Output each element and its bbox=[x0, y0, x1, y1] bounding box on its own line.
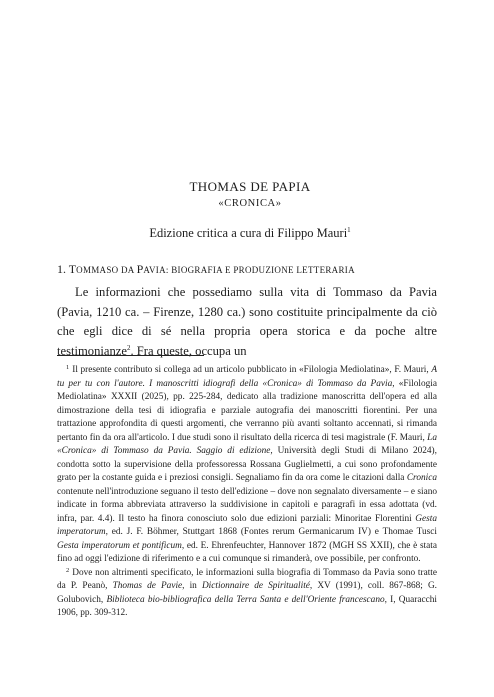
body-paragraph bbox=[57, 283, 437, 361]
footnote-number: 1 bbox=[66, 364, 70, 371]
footnote-2 bbox=[57, 567, 437, 621]
footnote-italic-text: A tu per tu con l'autore. I manoscritti idiografi della «Cronica» di Tommaso da Pavia bbox=[57, 365, 437, 389]
footnote-italic-text: Gesta imperatorum et pontificum bbox=[57, 540, 182, 551]
section-number: 1. bbox=[57, 262, 66, 276]
footnote-ref-2[interactable]: 2 bbox=[126, 343, 131, 352]
footnote-text: , Università degli Studi di Milano 2024), condotta sotto la supervisione della professoressa Rossana Guglielmetti, a cui sono profondamente grato per la costante guida e i preziosi consigli. Segnaliamo fin da ora come le citazioni dalla bbox=[57, 446, 437, 483]
footnote-text: , ed. J. F. Böhmer, Stuttgart 1868 (Fontes rerum Germanicarum IV) e Thomae Tusci bbox=[105, 527, 437, 537]
footnote-italic-text: Gesta imperatorum bbox=[57, 513, 437, 537]
footnote-ref-1[interactable]: 1 bbox=[347, 226, 351, 234]
footnote-text: contenute nell'introduzione seguano il testo dell'edizione – dove non segnalato diversamente – e siano indicate in forma abbreviata attraverso la suddivisione in capitoli e paragrafi in essa adottata (vd. infra, par. 4.4). Il testo ha finora conosciuto solo due edizioni parziali: Minoritae Florentini bbox=[57, 486, 437, 524]
edition-line bbox=[6, 225, 494, 241]
footnote-text: , in bbox=[182, 581, 202, 591]
footnote-italic-text: Biblioteca bio-bibliografica della Terra Santa e dell'Oriente francescano bbox=[106, 594, 385, 605]
footnote-text: Dove non altrimenti specificato, le informazioni sulla biografia di Tommaso da Pavia sono tratte da P. Peanò, bbox=[57, 567, 437, 591]
title-block bbox=[0, 178, 494, 241]
footnote-text: , «Filologia Mediolatina» XXXII (2025), pp. 225-284, dedicato alla tradizione manoscritta dell'opera ed alla dimostrazione della tesi di idiografia e parziale autografia dei manoscritti fiorentini. Per una trattazione approfondita di questi argomenti, che verranno più avanti soltanto accennati, si rimanda pertanto fin da ora all'articolo. I due studi sono il risultato della ricerca di tesi magistrale (F. Mauri, bbox=[57, 378, 437, 443]
footnote-text: Il presente contributo si collega ad un articolo pubblicato in «Filologia Mediolatina», F. Mauri, bbox=[72, 365, 432, 375]
section-text-1: OMMASO DA bbox=[76, 265, 137, 275]
section-initial-2: P bbox=[136, 262, 144, 276]
footnotes bbox=[57, 364, 437, 621]
section-text-2: AVIA: BIOGRAFIA E PRODUZIONE LETTERARIA bbox=[143, 265, 355, 275]
footnote-italic-text: Cronica bbox=[406, 473, 437, 483]
body-text-end: . Fra queste, occupa un bbox=[130, 343, 247, 358]
footnote-italic-text: La «Cronica» di Tommaso da Pavia. Saggio di edizione bbox=[57, 432, 437, 456]
footnote-separator bbox=[57, 355, 204, 356]
footnote-text: , XV (1991), coll. 867-868; G. Golubovich, bbox=[57, 581, 437, 605]
work-title: «CRONICA» bbox=[218, 198, 282, 209]
section-initial-1: T bbox=[68, 262, 77, 276]
footnote-text: , ed. E. Ehrenfeuchter, Hannover 1872 (MGH SS XXII), che è stata fino ad oggi l'edizione di riferimento e a cui comunque si rimanderà, ove possibile, per confronto. bbox=[57, 540, 437, 564]
footnote-italic-text: Thomas de Pavie bbox=[112, 581, 183, 591]
body-text-start: Le informazioni che possediamo sulla vita di Tommaso da Pavia (Pavia, 1210 ca. – Firenze, 1280 ca.) sono costituite principalmente da ciò che egli dice di sé nella propria opera storica e da poche altre testimonianze bbox=[57, 285, 437, 358]
footnote-number: 2 bbox=[66, 566, 70, 574]
footnote-1 bbox=[57, 364, 437, 567]
author-title: THOMAS DE PAPIA bbox=[189, 179, 311, 194]
section-heading bbox=[57, 261, 447, 278]
footnote-italic-text: Dictionnaire de Spiritualité bbox=[201, 581, 310, 591]
footnote-text: , I, Quaracchi 1906, pp. 309-312. bbox=[57, 594, 438, 618]
edition-text: Edizione critica a cura di Filippo Mauri bbox=[149, 226, 348, 240]
